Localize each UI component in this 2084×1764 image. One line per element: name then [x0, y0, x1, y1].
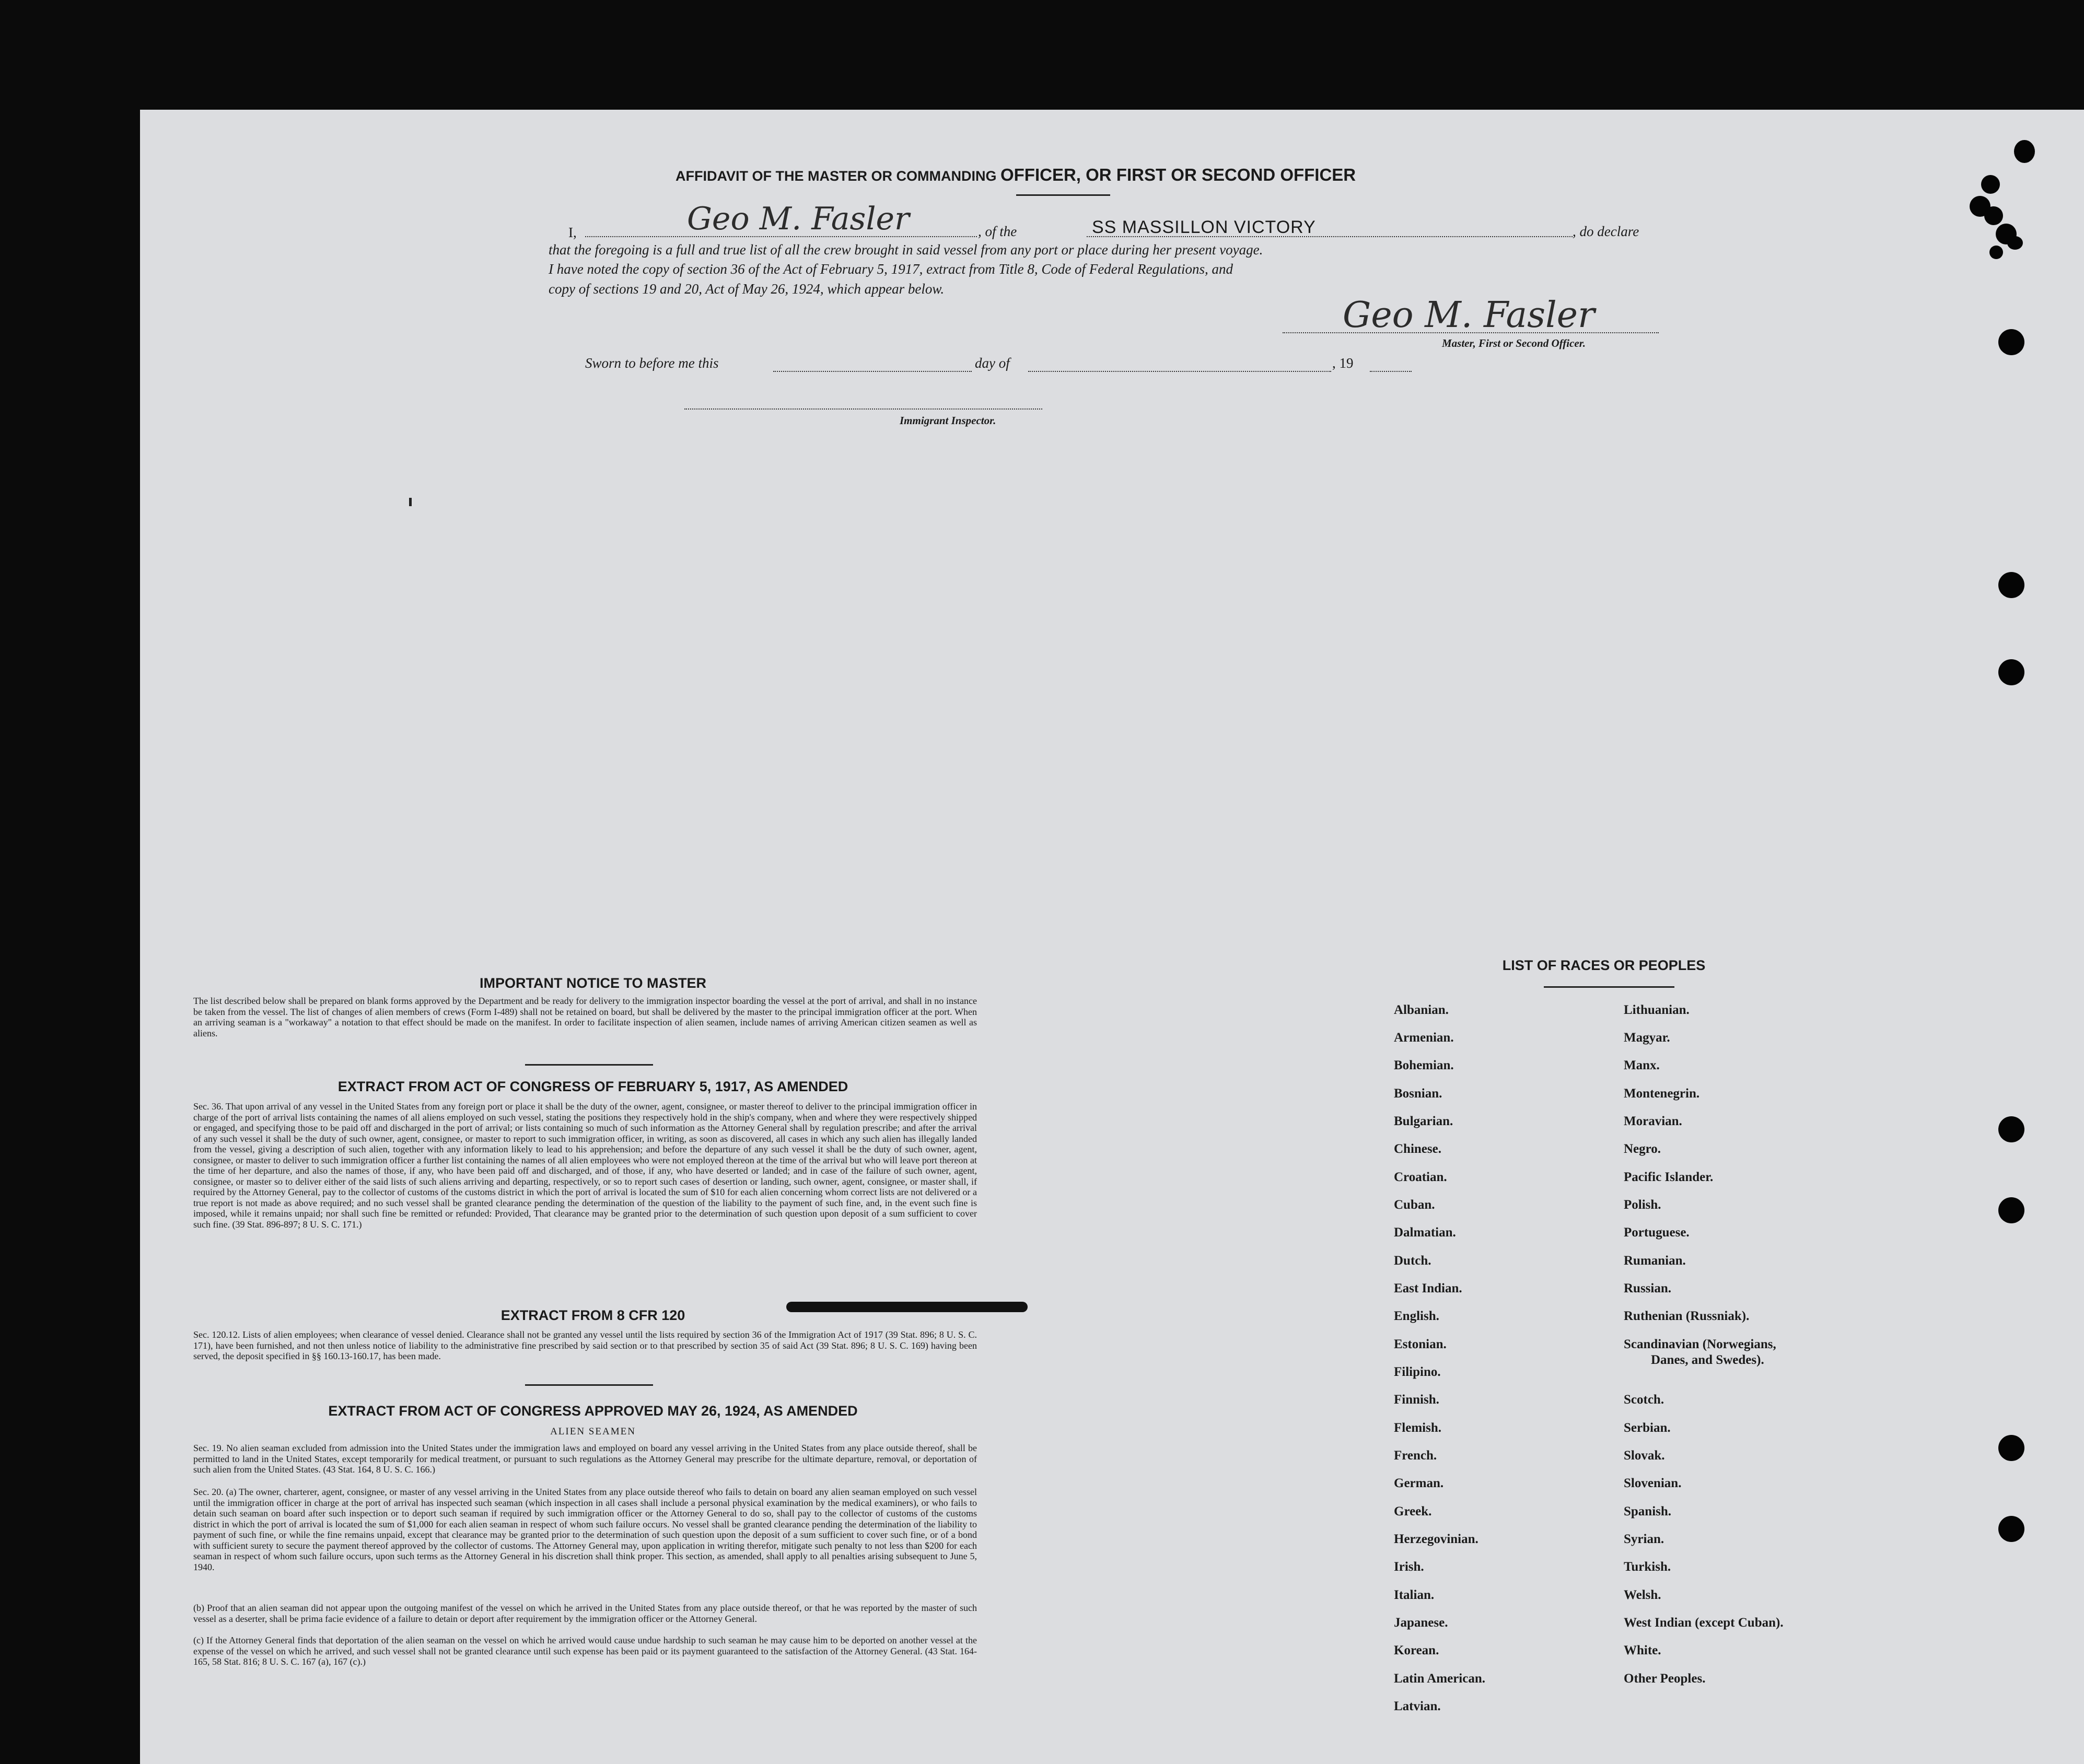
- sworn-day-field[interactable]: [773, 359, 972, 372]
- race-item: Italian.: [1394, 1588, 1435, 1602]
- sec-20c-body: (c) If the Attorney General finds that deportation of the alien seaman on the vessel on which he arrived would cause undue hardship to such seaman he may cause him to be deported on another vessel at the expense of the vessel on which he arrived, and such vessel shall not be granted clearance until such expense has been paid or its payment guaranteed to the satisfaction of the Attorney General. (43 Stat. 164-165, 58 Stat. 816; 8 U. S. C. 167 (a), 167 (c).): [193, 1635, 977, 1667]
- race-item: West Indian (except Cuban).: [1624, 1616, 1784, 1630]
- race-item: Bulgarian.: [1394, 1114, 1453, 1128]
- signature-caption: Master, First or Second Officer.: [1442, 337, 1586, 349]
- stray-mark: [409, 498, 412, 506]
- race-item: Dutch.: [1394, 1254, 1431, 1268]
- declaration-line-4: copy of sections 19 and 20, Act of May 26, 1924, which appear below.: [549, 281, 945, 297]
- race-item: Finnish.: [1394, 1393, 1439, 1407]
- races-rule: [1544, 986, 1674, 988]
- race-item: Manx.: [1624, 1058, 1660, 1072]
- title-rule: [1016, 194, 1110, 196]
- race-item: Bosnian.: [1394, 1087, 1442, 1101]
- declaration-i: I,: [568, 225, 577, 240]
- race-item: Filipino.: [1394, 1365, 1441, 1379]
- extract-1917-title: EXTRACT FROM ACT OF CONGRESS OF FEBRUARY 5, 1917, AS AMENDED: [337, 1079, 848, 1094]
- race-item: Albanian.: [1394, 1003, 1449, 1017]
- master-name-field[interactable]: [585, 201, 977, 237]
- sec-20a-body: Sec. 20. (a) The owner, charterer, agent, consignee, or master of any vessel arriving in the United States from any place outside thereof who fails to detain on board any alien seaman employed on such vessel until the immigration officer in charge at the port of arrival has inspected such seaman (which inspection in all cases shall include a personal physical examination by the medical examiners), or who fails to detain such seaman on board after such inspection or to deport such seaman if required by such immigration officer or the Attorney General to do so, shall pay to the collector of customs of the customs district in which the port of arrival is located the sum of $1,000 for each alien seaman in respect of whom such failure occurs. No vessel shall be granted clearance pending the determination of the liability to payment of such fine, or while the fine remains unpaid, except that clearance may be granted prior to the determination of such question upon the deposit of a sum sufficient to cover such fine, or of a bond with sufficient surety to secure the payment thereof approved by the collector of customs. The Attorney General may, upon application in writing therefor, mitigate such penalty to not less than $200 for each seaman in respect of whom such failure occurs, upon such terms as the Attorney General in his discretion shall think proper. This section, as amended, shall apply to all penalties arising subsequent to June 5, 1940.: [193, 1487, 977, 1572]
- race-item: Polish.: [1624, 1198, 1661, 1212]
- inspector-caption: Immigrant Inspector.: [900, 414, 996, 427]
- master-signature: Geo M. Fasler: [1343, 295, 1595, 336]
- race-item: Scotch.: [1624, 1393, 1664, 1407]
- race-item: Chinese.: [1394, 1142, 1441, 1156]
- race-item: Lithuanian.: [1624, 1003, 1690, 1017]
- race-item: Turkish.: [1624, 1560, 1671, 1574]
- race-item: Portuguese.: [1624, 1225, 1690, 1240]
- race-item: Moravian.: [1624, 1114, 1682, 1128]
- race-item: Korean.: [1394, 1643, 1439, 1657]
- race-item: Ruthenian (Russniak).: [1624, 1309, 1750, 1323]
- race-item: Estonian.: [1394, 1337, 1447, 1351]
- race-item: Greek.: [1394, 1504, 1432, 1518]
- race-item: Herzegovinian.: [1394, 1532, 1478, 1546]
- master-signature-field[interactable]: [1283, 295, 1659, 336]
- vessel-name: SS MASSILLON VICTORY: [1092, 217, 1316, 237]
- race-item: Syrian.: [1624, 1532, 1664, 1546]
- race-item: Bohemian.: [1394, 1058, 1454, 1072]
- race-item: Irish.: [1394, 1560, 1424, 1574]
- extract-cfr-body: Sec. 120.12. Lists of alien employees; when clearance of vessel denied. Clearance shall not be granted any vessel until the lists required by section 36 of the Immigration Act of 1917 (39 Stat. 896; 8 U. S. C. 171), have been furnished, and not then unless notice of liability to the administrative fine prescribed by said section or to that prescribed by section 35 of said Act (39 Stat. 896; 8 U. S. C. 169) having been served, the deposit specified in §§ 160.13-160.17, has been made.: [193, 1329, 977, 1361]
- race-item: Serbian.: [1624, 1421, 1671, 1435]
- year-prefix: , 19: [1332, 355, 1354, 371]
- master-name-handwriting: Geo M. Fasler: [687, 201, 910, 237]
- race-item: Negro.: [1624, 1142, 1661, 1156]
- race-item: Spanish.: [1624, 1504, 1672, 1518]
- race-item: White.: [1624, 1643, 1661, 1657]
- race-item: French.: [1394, 1448, 1437, 1463]
- of-the-text: , of the: [978, 224, 1017, 239]
- cfr-rule: [525, 1384, 653, 1386]
- extract-1917-body: Sec. 36. That upon arrival of any vessel in the United States from any foreign port or place it shall be the duty of the owner, agent, consignee, or master thereof to deliver to the principal immigration officer in charge of the port of arrival lists containing the names of all aliens employed on such vessel, stating the positions they respectively hold in the ship's company, when and where they were respectively shipped or engaged, and specifying those to be paid off and discharged in the port of arrival; or lists containing so much of such information as the Attorney General shall by regulation prescribe; and after the arrival of any such vessel it shall be the duty of such owner, agent, consignee, or master to report to such immigration officer, in writing, as soon as discovered, all cases in which any such alien has illegally landed from the vessel, giving a description of such alien, together with any information likely to lead to his apprehension; and before the departure of any such vessel it shall be the duty of such owner, agent, consignee, or master to deliver to such immigration officer a further list containing the names of all alien employees who were not employed thereon at the time of the arrival but who will leave port thereon at the time of her departure, and also the names of those, if any, who have been paid off and discharged, and of those, if any, who have deserted or landed; and in case of the failure of such owner, agent, consignee, or master so to deliver either of the said lists of such aliens arriving and departing, respectively, or so to report such cases of desertion or landing, such owner, agent, consignee, or master shall, if required by the Attorney General, pay to the collector of customs of the customs district in which the port of arrival is located the sum of $10 for each alien concerning whom correct lists are not delivered or a true report is not made as above required; and no such vessel shall be granted clearance pending the determination of the question of the liability to the payment of such fine, and, in the event such fine is imposed, while it remains unpaid; nor shall such fine be remitted or refunded: Provided, That clearance may be granted prior to the determination of such question upon deposit of a sum sufficient to cover such fine. (39 Stat. 896-897; 8 U. S. C. 171.): [193, 1101, 977, 1230]
- race-item: Danes, and Swedes).: [1651, 1353, 1764, 1367]
- race-item: Slovak.: [1624, 1448, 1665, 1463]
- declaration-line-2: that the foregoing is a full and true list of all the crew brought in said vessel from any port or place during her present voyage.: [549, 242, 1263, 258]
- race-item: Montenegrin.: [1624, 1087, 1700, 1101]
- race-item: Pacific Islander.: [1624, 1170, 1714, 1184]
- race-item: Cuban.: [1394, 1198, 1435, 1212]
- race-item: German.: [1394, 1476, 1444, 1490]
- race-item: English.: [1394, 1309, 1439, 1323]
- races-title: LIST OF RACES OR PEOPLES: [1502, 957, 1706, 973]
- do-declare-text: , do declare: [1573, 224, 1639, 239]
- inspector-signature-field[interactable]: [684, 397, 1042, 410]
- race-item: Other Peoples.: [1624, 1672, 1706, 1686]
- race-item: Armenian.: [1394, 1031, 1454, 1045]
- day-of-text: day of: [975, 355, 1010, 371]
- affidavit-title: AFFIDAVIT OF THE MASTER OR COMMANDING OFFICER, OR FIRST OR SECOND OFFICER: [676, 165, 1356, 184]
- race-item: Magyar.: [1624, 1031, 1670, 1045]
- race-item: Latin American.: [1394, 1672, 1485, 1686]
- extract-1924-title: EXTRACT FROM ACT OF CONGRESS APPROVED MAY 26, 1924, AS AMENDED: [328, 1403, 858, 1419]
- race-item: Slovenian.: [1624, 1476, 1682, 1490]
- declaration-line-3: I have noted the copy of section 36 of the Act of February 5, 1917, extract from Title 8, Code of Federal Regulations, and: [549, 261, 1233, 277]
- race-item: Flemish.: [1394, 1421, 1441, 1435]
- race-item: Russian.: [1624, 1281, 1672, 1295]
- race-item: Scandinavian (Norwegians,: [1624, 1337, 1776, 1351]
- sec-19-body: Sec. 19. No alien seaman excluded from admission into the United States under the immigration laws and employed on board any vessel arriving in the United States from any place outside thereof, shall be permitted to land in the United States, except temporarily for medical treatment, or pursuant to such regulations as the Attorney General may prescribe for the ultimate departure, removal, or deportation of such alien from the United States. (43 Stat. 164, 8 U. S. C. 166.): [193, 1443, 977, 1475]
- sworn-month-field[interactable]: [1028, 359, 1331, 372]
- race-item: Japanese.: [1394, 1616, 1448, 1630]
- sworn-year-field[interactable]: [1370, 359, 1412, 372]
- race-item: Rumanian.: [1624, 1254, 1686, 1268]
- notice-title: IMPORTANT NOTICE TO MASTER: [480, 975, 706, 991]
- race-item: East Indian.: [1394, 1281, 1462, 1295]
- notice-rule: [525, 1064, 653, 1066]
- race-item: Dalmatian.: [1394, 1225, 1456, 1240]
- race-item: Latvian.: [1394, 1699, 1441, 1713]
- extract-cfr-title: EXTRACT FROM 8 CFR 120: [500, 1307, 685, 1323]
- sworn-text: Sworn to before me this: [585, 355, 719, 371]
- extract-1924-subtitle: ALIEN SEAMEN: [550, 1426, 636, 1437]
- race-item: Welsh.: [1624, 1588, 1661, 1602]
- race-item: Croatian.: [1394, 1170, 1447, 1184]
- sec-20b-body: (b) Proof that an alien seaman did not appear upon the outgoing manifest of the vessel on which he arrived in the United States from any place outside thereof, or that he was reported by the master of such vessel as a deserter, shall be prima facie evidence of a failure to detain or deport after requirement by the immigration officer or the Attorney General.: [193, 1603, 977, 1624]
- vessel-name-field[interactable]: [1087, 218, 1573, 237]
- notice-body: The list described below shall be prepared on blank forms approved by the Department and be ready for delivery to the immigration inspector boarding the vessel at the port of arrival, and shall in no instance be taken from the vessel. The list of changes of alien members of crews (Form I-489) shall not be retained on board, but shall be delivered by the master to the principal immigration officer at the port. When an arriving seaman is a "workaway" a notation to that effect should be made on the manifest. In order to facilitate inspection of alien seamen, include names of arriving American citizen seamen as well as aliens.: [193, 996, 977, 1038]
